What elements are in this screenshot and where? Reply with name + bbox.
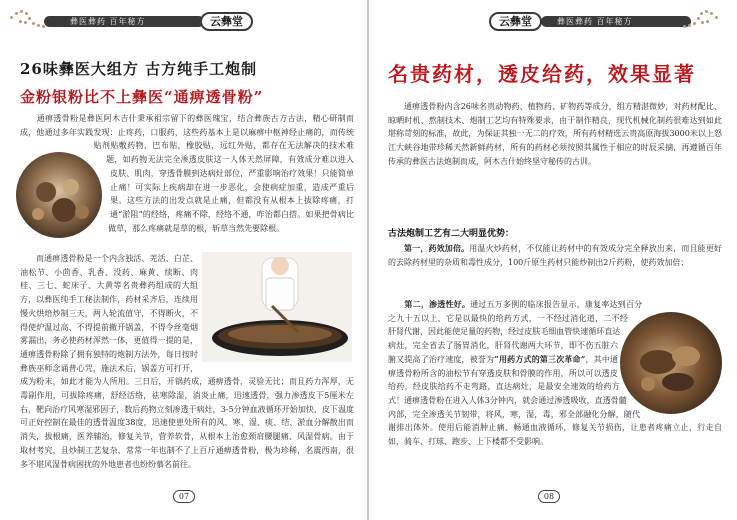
right-header-logo: 云彝堂 (489, 12, 542, 31)
right-paragraph-1-text: 通痹透骨粉内含26味名贵动物药、植物药、矿物药等成分，组方精湛微妙，对药材配比、晾晒时机、熬制技术、炮制工艺均有特殊要求，由于制作精良，现代机械化制药很难达到如此堪称苛刻的标准，故此，为保证其独一无二的疗效，所有药材精选云贵高原海拔3000米以上怒江大峡谷地带珍稀天然新鲜药材，所有的药材必须按照其属性于相应的时辰采摘，再遵循百年传承的彝医古法炮制而成，阿木吉什始终坚守秘传的古训。 (388, 102, 722, 166)
advantage-2-text1: 通过五万多例的临床报告显示，康复率达到百分之九十五以上，它是以最快的给药方式，一不经过消化道，二不经肝肾代谢，因此能使足量的药物，经过皮肤毛细血管快速循环直达病灶，完全省去了肠胃消化，肝肾代谢两大环节，即不伤五脏六腑又提高了治疗速度，被誉为 (388, 300, 643, 364)
left-page-number: 07 (173, 490, 195, 503)
page-gutter (367, 0, 369, 520)
right-page-number: 08 (538, 490, 560, 503)
left-paragraph-2-flow (20, 252, 354, 486)
left-title-line1: 26味彝医大组方 古方纯手工炮制 (20, 60, 258, 78)
advantage-1-label: 第一，药效加倍。 (404, 243, 470, 253)
advantage-2-label: 第二，渗透性好。 (404, 299, 471, 309)
right-title: 名贵药材，透皮给药，效果显著 (388, 62, 696, 86)
left-paragraph-2-text: 而通痹透骨粉是一个内含独活、羌活、白芷、油松节、小茴香、乳香、没药、麻黄、续断、肉桂、三七、蛇床子、大黄等名贵彝药组成的大组方，以彝医纯手工秘法制作，药材采齐后，连续用慢火烘焙炒制三天，两人轮流值守，不得断火，不得使炉温过高、不得提前撤开锅盖，不得令丝毫烟雾漏出，务必使药材浑然一体，更值得一提的是，通痹透骨粉除了拥有独特的炮制方法外，每日按时彝族巫师念诵普心咒，施法术后，锅盖方可打开，成为粉末，如此才能为人所用。三日后，开锅药成，通痹透骨，灵验无比；而且药力浑厚，无毒副作用，可拔除疼痛，舒经活络，祛寒除湿，消炎止痛，迅速透骨，强力渗透皮下5厘米左右，靶向治疗风寒湿邪因子，数后药物立刻渗透于病灶，3-5分钟血液循环开始加快，皮下温度可正好控制在最佳的透骨温度38度，迅速使患处所有的风、寒、湿、痰、结、淤血分解散出而消失，拔根痛，医养辅治，修复关节，营养软骨，从根本上治愈颈肩腰腿痛、风湿骨病。由于取材考究，且炒制工艺复杂，常常一年也制不了上百斤通痹透骨粉，极为珍稀，名震西南，很多不堪风湿骨病困扰的外地患者也纷纷慕名前往。 (20, 254, 354, 469)
advantage-2-text2: ，其中通痹透骨粉所含的油松节有穿透皮肤和骨膜的作用，所以可以透皮给药，经皮肤给药不走弯路，直达病灶，是最安全速效的给药方式！通痹透骨粉在进入人体3分钟内，就会通过渗透吸收，直透骨髓内部，完全渗透关节韧带，将风，寒，湿，毒，邪全部融化分解，随代谢排出体外。使用后能消肿止痛、畅通血液循环，修复关节损伤，让患者疼痛立止，行走自如，骑车、打球、跑步、上下楼都不受影响。 (388, 354, 722, 447)
left-paragraph-1-flow (20, 112, 354, 252)
left-header (0, 12, 368, 30)
right-header (369, 12, 737, 30)
left-paragraph-1-text: 通痹透骨粉是彝医阿木吉什秉承祖宗留下的彝医瑰宝，结合彝族古方古法，精心研制而成，他通过多年实践发现：止疼药，口服药，这些药基本上是以麻痹中枢神经止痛的，而传统贴剂贴敷药物，巴布贴，橡胶贴，远红外贴，都存在无法解决的技术难题，如药物无法完全渗透皮肤这一人体天然屏障，有效成分难以进入皮肤、肌肉，穿透骨膜到达病灶部位，严重影响治疗效果！只能简单止痛！可实际上疾病却在进一步恶化，会使病症加重，造成严重后果。这些方法的出发点就是止痛，但都没有从根本上拔除疼痛，打通“淤阻”的经络，疼痛不除，经络不通，咋治都白搭。如果把骨病比做草，那么疼痛就是草的根，斩草当然先要除根。 (20, 114, 354, 233)
advantage-1-text: 用温火炒药材，不仅能让药材中的有效成分完全释放出来，而且能更好的去除药材里的杂质和毒性成分，100斤原生药材只能炒制出2斤药粉，使药效加倍； (388, 244, 722, 267)
advantage-2-quote: “用药方式的第三次革命” (494, 353, 586, 364)
right-paragraph-1 (388, 100, 722, 169)
advantage-1-paragraph (388, 242, 722, 269)
right-header-band-text: 彝医彝药 百年秘方 (557, 17, 633, 26)
left-title-line2: 金粉银粉比不上彝医“通痹透骨粉” (20, 88, 264, 106)
left-header-logo: 云彝堂 (200, 12, 253, 31)
advantage-2-flow (388, 298, 722, 484)
advantages-heading: 古法炮制工艺有二大明显优势： (388, 229, 515, 239)
left-header-band-text: 彝医彝药 百年秘方 (70, 17, 146, 26)
